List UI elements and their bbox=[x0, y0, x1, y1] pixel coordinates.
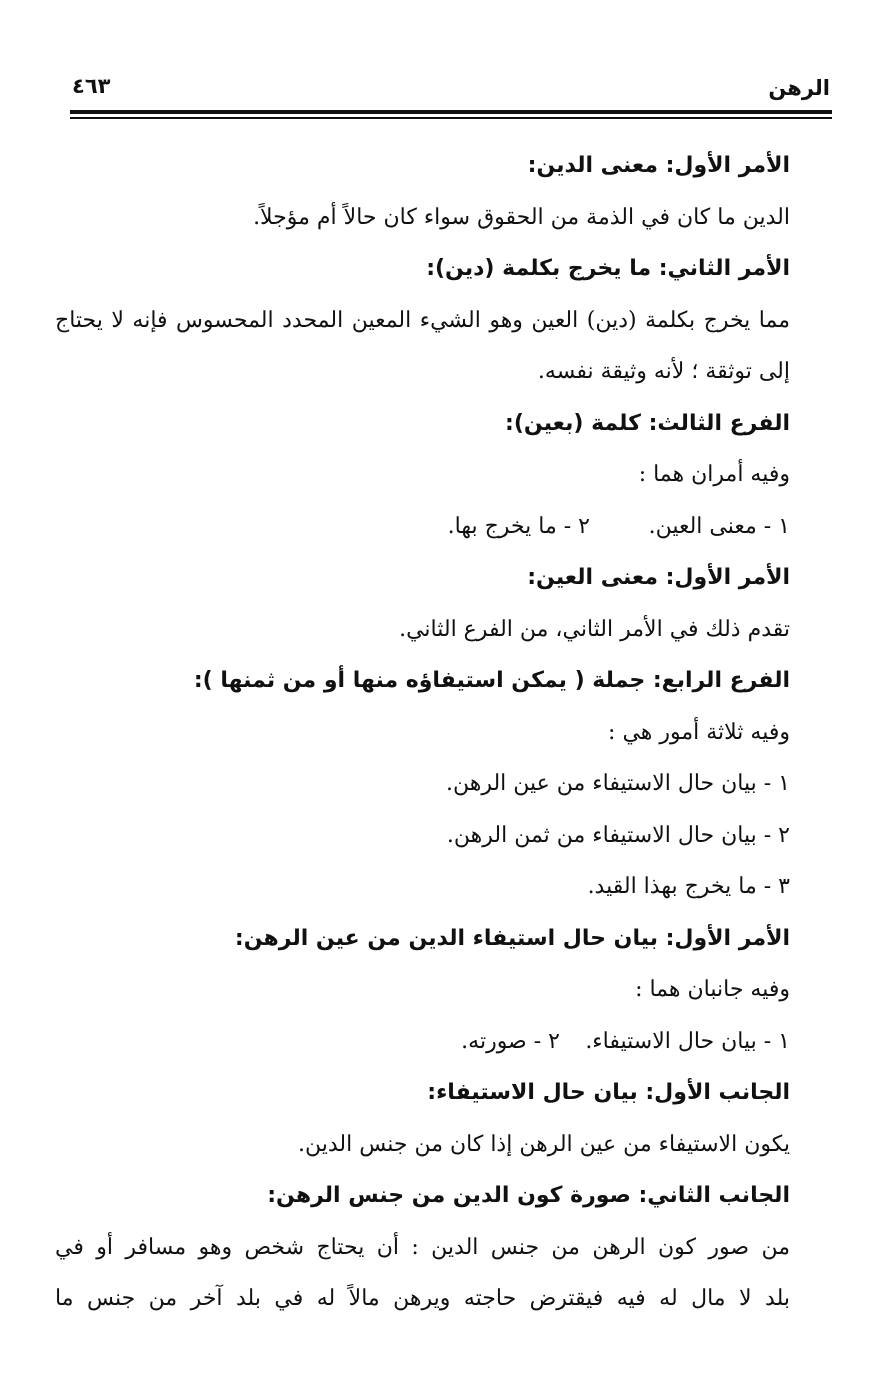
two-column-list bbox=[55, 1016, 790, 1068]
paragraph-line: يكون الاستيفاء من عين الرهن إذا كان من جنس الدين. bbox=[297, 1131, 790, 1157]
heading-collection-from-pledge: الأمر الأول: بيان حال استيفاء الدين من عين الرهن: bbox=[234, 925, 790, 951]
paragraph-line: وفيه ثلاثة أمور هي : bbox=[608, 719, 790, 745]
heading-excluded-by-debt: الأمر الثاني: ما يخرج بكلمة (دين): bbox=[426, 256, 790, 281]
paragraph-line: تقدم ذلك في الأمر الثاني، من الفرع الثاني. bbox=[399, 616, 790, 642]
paragraph-line: وفيه جانبان هما : bbox=[635, 977, 790, 1002]
heading-second-aspect: الجانب الثاني: صورة كون الدين من جنس الرهن: bbox=[267, 1183, 790, 1208]
heading-fourth-branch: الفرع الرابع: جملة ( يمكن استيفاؤه منها أو من ثمنها ): bbox=[193, 668, 790, 693]
list-item: ١ - بيان حال الاستيفاء من عين الرهن. bbox=[445, 771, 790, 796]
two-column-list bbox=[55, 501, 790, 553]
page-number: ٤٦٣ bbox=[72, 74, 111, 98]
list-item: ٣ - ما يخرج بهذا القيد. bbox=[587, 874, 790, 899]
header-rule-thick bbox=[70, 110, 832, 114]
page-header bbox=[70, 70, 832, 106]
heading-first-aspect: الجانب الأول: بيان حال الاستيفاء: bbox=[427, 1080, 790, 1105]
running-title: الرهن bbox=[768, 76, 830, 100]
list-item: ٢ - بيان حال الاستيفاء من ثمن الرهن. bbox=[446, 822, 790, 848]
paragraph-line: الدين ما كان في الذمة من الحقوق سواء كان حالاً أم مؤجلاً. bbox=[253, 204, 790, 230]
paragraph-line: إلى توثقة ؛ لأنه وثيقة نفسه. bbox=[537, 359, 790, 384]
header-rule-thin bbox=[70, 117, 832, 119]
list-item: ١ - بيان حال الاستيفاء. bbox=[585, 1028, 790, 1054]
list-item: ٢ - صورته. bbox=[461, 1028, 560, 1054]
list-item: ٢ - ما يخرج بها. bbox=[447, 513, 590, 539]
paragraph-line: وفيه أمران هما : bbox=[638, 462, 790, 487]
heading-third-branch: الفرع الثالث: كلمة (بعين): bbox=[505, 410, 790, 436]
paragraph-line: مما يخرج بكلمة (دين) العين وهو الشيء المعين المحدد المحسوس فإنه لا يحتاج bbox=[55, 307, 790, 333]
paragraph-line: من صور كون الرهن من جنس الدين : أن يحتاج شخص وهو مسافر أو في bbox=[55, 1234, 790, 1260]
list-item: ١ - معنى العين. bbox=[648, 513, 790, 539]
page-body bbox=[55, 140, 790, 1325]
heading-debt-meaning: الأمر الأول: معنى الدين: bbox=[527, 153, 790, 178]
paragraph-line: بلد لا مال له فيه فيقترض حاجته ويرهن مالاً له في بلد آخر من جنس ما bbox=[55, 1286, 790, 1311]
heading-ayn-meaning: الأمر الأول: معنى العين: bbox=[527, 565, 790, 590]
